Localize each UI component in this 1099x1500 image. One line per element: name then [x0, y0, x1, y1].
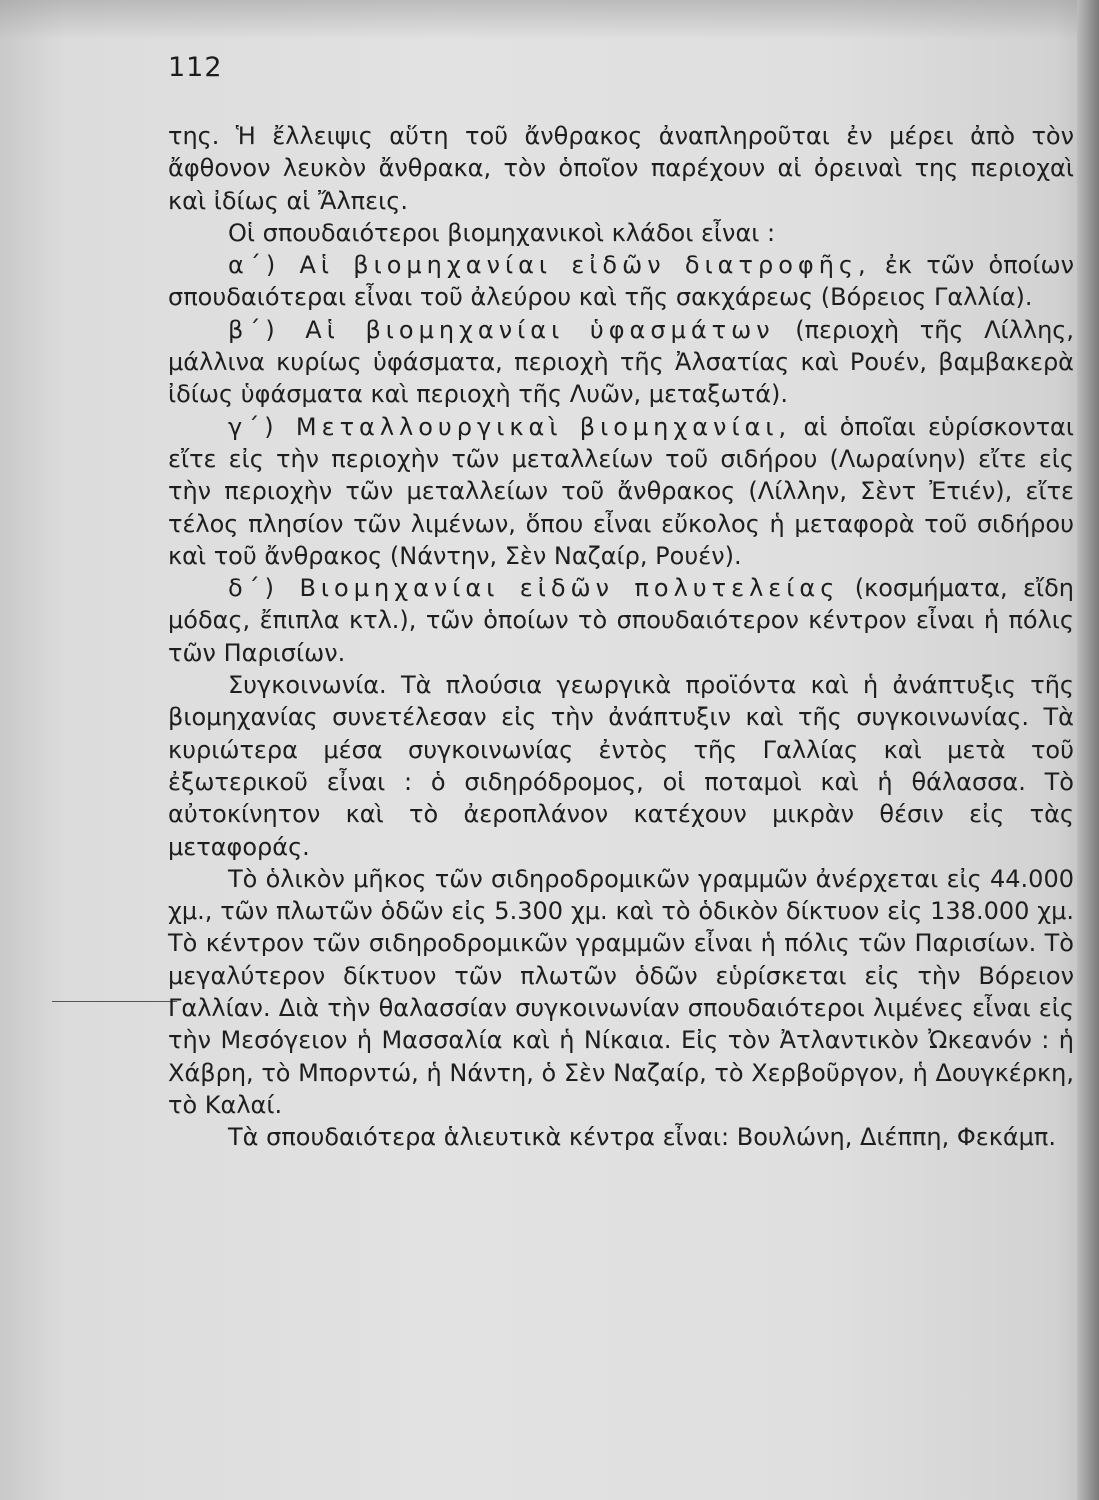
paragraph-network-lengths	[168, 863, 1074, 1121]
paragraph-text: (κοσμήματα, εἴδη μόδας, ἔπιπλα κτλ.), τῶν ὁποίων τὸ σπουδαιότερον κέντρον εἶναι ἡ πόλις τῶν Παρισίων.	[168, 574, 1074, 667]
paragraph-text: της. Ἡ ἔλλειψις αὕτη τοῦ ἄνθρακος ἀναπληροῦται ἐν μέρει ἀπὸ τὸν ἄφθονον λευκὸν ἄνθρακα, τὸν ὁποῖον παρέχουν αἱ ὀρειναὶ της περιοχαὶ καὶ ἰδίως αἱ Ἄλπεις.	[168, 122, 1074, 215]
paragraph-industry-food	[168, 249, 1074, 314]
paragraph-text: ἐκ τῶν ὁποίων σπουδαιότεραι εἶναι τοῦ ἀλεύρου καὶ τῆς σακχάρεως (Βόρειος Γαλλία).	[168, 251, 1074, 312]
paragraph-text: Οἱ σπουδαιότεροι βιομηχανικοὶ κλάδοι εἶναι :	[228, 218, 776, 247]
margin-pencil-mark	[52, 1001, 177, 1002]
paragraph-communication	[168, 669, 1074, 863]
paragraph-intro	[168, 120, 1074, 217]
paragraph-industry-metallurgy	[168, 411, 1074, 572]
paragraph-text: Τὰ σπουδαιότερα ἁλιευτικὰ κέντρα εἶναι: Βουλώνη, Διέππη, Φεκάμπ.	[228, 1123, 1056, 1152]
paragraph-text: αἱ ὁποῖαι εὑρίσκονται εἴτε εἰς τὴν περιοχὴν τῶν μεταλλείων τοῦ σιδήρου (Λωραίνην) εἴτε εἰς τὴν περιοχὴν τῶν μεταλλείων τοῦ ἄνθρακος (Λίλλην, Σὲντ Ἐτιέν), εἴτε τέλος πλησίον τῶν λιμένων, ὅπου εἶναι εὔκολος ἡ μεταφορὰ τοῦ σιδήρου καὶ τοῦ ἄνθρακος (Νάντην, Σὲν Ναζαίρ, Ρουέν).	[168, 412, 1075, 570]
industry-label: δ΄) Βιομηχανίαι εἰδῶν πολυτελείας	[228, 574, 840, 603]
paragraph-fishing-centers	[168, 1121, 1074, 1153]
page-binding-edge	[1077, 0, 1099, 1500]
page-number: 112	[168, 52, 223, 83]
page-top-shadow	[0, 0, 1099, 40]
paragraph-text: (περιοχὴ τῆς Λίλλης, μάλλινα κυρίως ὑφάσματα, περιοχὴ τῆς Ἀλσατίας καὶ Ρουέν, βαμβακερὰ ἰδίως ὑφάσματα καὶ περιοχὴ τῆς Λυῶν, μεταξωτά).	[168, 315, 1074, 409]
industry-label: α΄) Αἱ βιομηχανίαι εἰδῶν διατροφῆς,	[228, 251, 871, 280]
paragraph-industries-heading	[168, 217, 1074, 249]
body-text	[168, 120, 1074, 1154]
paragraph-industry-textiles	[168, 314, 1074, 411]
paragraph-text: Τὸ ὁλικὸν μῆκος τῶν σιδηροδρομικῶν γραμμῶν ἀνέρχεται εἰς 44.000 χμ., τῶν πλωτῶν ὁδῶν εἰς 5.300 χμ. καὶ τὸ ὁδικὸν δίκτυον εἰς 138.000 χμ. Τὸ κέντρον τῶν σιδηροδρομικῶν γραμμῶν εἶναι ἡ πόλις τῶν Παρισίων. Τὸ μεγαλύτερον δίκτυον τῶν πλωτῶν ὁδῶν εὑρίσκεται εἰς τὴν Βόρειον Γαλλίαν. Διὰ τὴν θαλασσίαν συγκοινωνίαν σπουδαιότεροι λιμένες εἶναι εἰς τὴν Μεσόγειον ἡ Μασσαλία καὶ ἡ Νίκαια. Εἰς τὸν Ἀτλαντικὸν Ὠκεανόν : ἡ Χάβρη, τὸ Μπορντώ, ἡ Νάντη, ὁ Σὲν Ναζαίρ, τὸ Χερβοῦργον, ἡ Δουγκέρκη, τὸ Καλαί.	[168, 864, 1074, 1119]
paragraph-industry-luxury	[168, 572, 1074, 669]
industry-label: β΄) Αἱ βιομηχανίαι ὑφασμάτων	[228, 315, 775, 344]
industry-label: γ΄) Μεταλλουργικαὶ βιομηχανίαι,	[228, 412, 792, 441]
paragraph-text: Συγκοινωνία. Τὰ πλούσια γεωργικὰ προϊόντα καὶ ἡ ἀνάπτυξις τῆς βιομηχανίας συνετέλεσαν εἰς τὴν ἀνάπτυξιν καὶ τῆς συγκοινωνίας. Τὰ κυριώτερα μέσα συγκοινωνίας ἐντὸς τῆς Γαλλίας καὶ μετὰ τοῦ ἐξωτερικοῦ εἶναι : ὁ σιδηρόδρομος, οἱ ποταμοὶ καὶ ἡ θάλασσα. Τὸ αὐτοκίνητον καὶ τὸ ἀεροπλάνον κατέχουν μικρὰν θέσιν εἰς τὰς μεταφοράς.	[168, 671, 1074, 861]
